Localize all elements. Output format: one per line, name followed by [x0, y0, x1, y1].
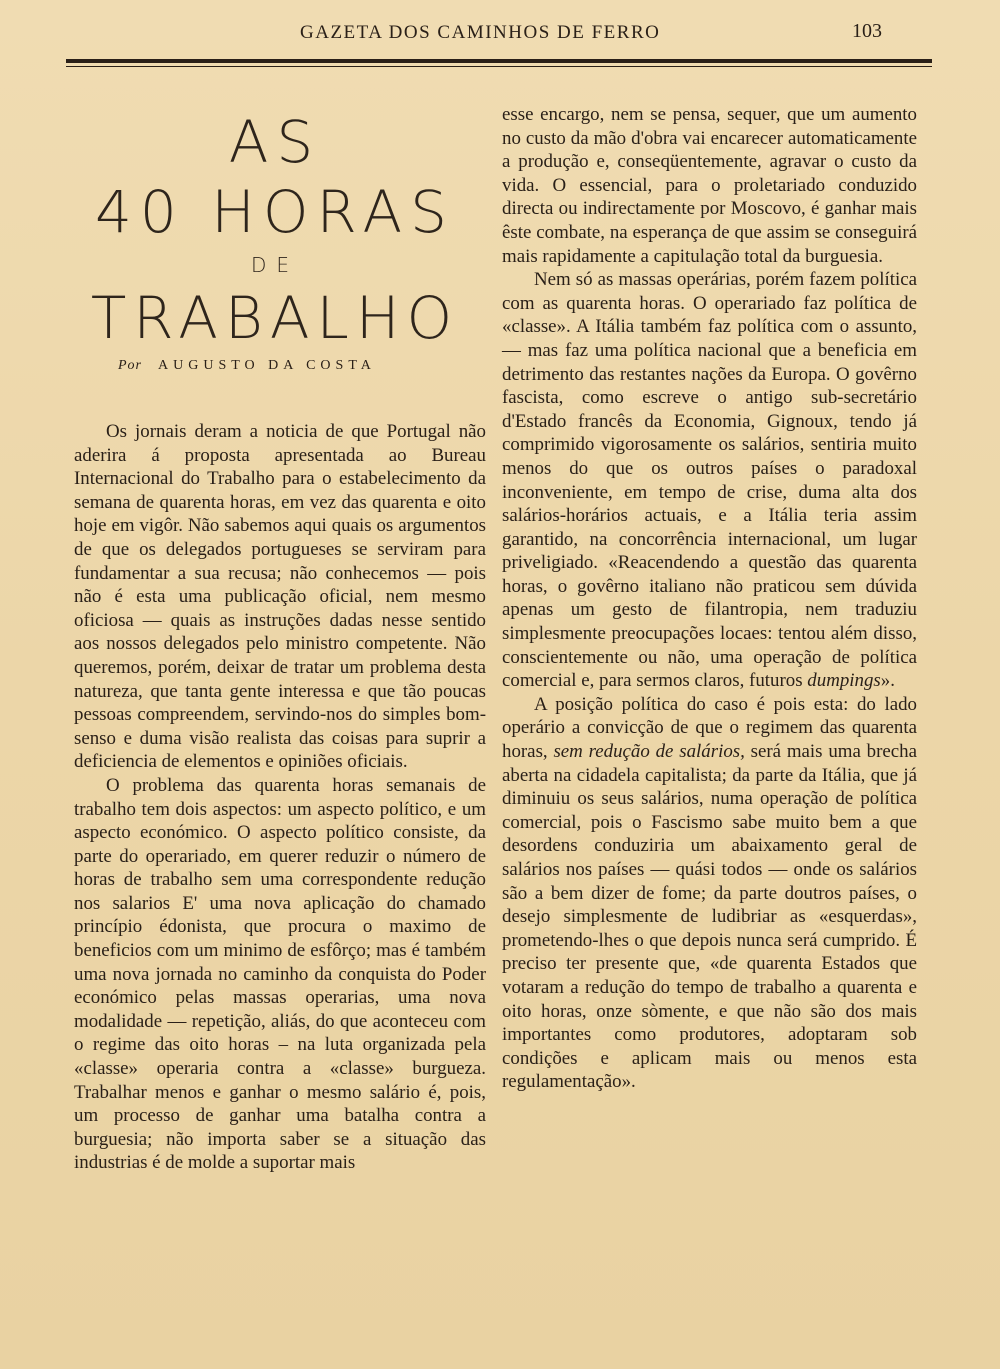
paragraph-text: Nem só as massas operárias, porém fazem política com as quarenta horas. O operariado faz política de «classe». A Itália também faz política com o assunto, — mas faz uma política nacional que a beneficia em detrimento das restantes nações da Europa. O govêrno fascista, como escreve o antigo sub-secretário d'Estado francês da Economia, Gignoux, tendo já comprimido vigorosamente os salários, sentiria muito menos do que os outros países o paradoxal inconveniente, em tempo de crise, duma alta dos salários-horários actuais, e a Itália teria assim garantido, na concorrência internacional, um lugar priveligiado. «Reacendendo a questão das quarenta horas, o govêrno italiano não praticou sem dúvida apenas um gesto de filantropia, nem traduziu simplesmente preocupações locaes: tentou além disso, conscientemente ou não, uma operação de política comercial e, para sermos claros, futuros: [502, 269, 917, 692]
title-line-1: AS: [228, 108, 322, 176]
title-line-2: 40 HORAS: [95, 178, 455, 246]
paragraph: Os jornais deram a noticia de que Portugal não aderira á proposta apresentada ao Bureau Internacional do Trabalho para o estabelecimento da semana de quarenta horas, em vez das quarenta e oito hoje em vigôr. Não sabemos aqui quais os argumentos de que os delegados portugueses se serviram para fundamentar a sua recusa; não conhecemos — pois não é esta uma publicação oficial, nem mesmo oficiosa — quais as instruções dadas nesse sentido aos nossos delegados pelo ministro competente. Não queremos, porém, deixar de tratar um problema desta natureza, que tanta gente interessa e que tão poucas pessoas compreendem, servindo-nos do simples bom-senso e duma visão realista das coisas para suprir a deficiencia de elementos e opiniões oficiais.: [74, 421, 486, 773]
italic-phrase: sem redução de salários,: [553, 741, 745, 763]
paragraph: [502, 693, 917, 1094]
paragraph-text: será mais uma brecha aberta na cidadela capitalista; da parte da Itália, que já diminuiu os seus salários, numa operação de política comercial, pois o Fascismo sabe muito bem a que desordens conduziria um abaixamento geral de salários nos países — quási todos — onde os salários são a bem dizer de fome; da parte doutros países, o desejo simplesmente de ludibriar as «esquerdas», prometendo-lhes o que depois nunca será cumprido. É preciso ter presente que, «de quarenta Estados que votaram a redução do tempo de trabalho a quarenta e oito horas, onze sòmente, e que não são dos mais importantes como produtores, adoptaram sob condições e aplicam mais ou menos esta regulamentação».: [502, 741, 917, 1093]
right-column: [502, 103, 917, 1094]
running-title: GAZETA DOS CAMINHOS DE FERRO: [300, 22, 661, 43]
left-column: [74, 420, 486, 1175]
italic-term: dumpings: [807, 670, 881, 692]
paragraph: [502, 268, 917, 693]
title-line-4: TRABALHO: [90, 284, 460, 352]
author-name: AUGUSTO DA COSTA: [158, 358, 376, 373]
byline: [118, 358, 376, 374]
paragraph: O problema das quarenta horas semanais de trabalho tem dois aspectos: um aspecto político, e um aspecto económico. O aspecto político consiste, da parte do operariado, em querer reduzir o número de horas de trabalho sem uma correspondente redução nos salarios E' uma nova aplicação do chamado princípio édonista, que procura o maximo de beneficios com um minimo de esfôrço; mas é também uma nova jornada no caminho da conquista do Poder económico pelas massas operarias, uma nova modalidade — repetição, aliás, do que aconteceu com o regime das oito horas – na luta organizada pela «classe» operaria contra a «classe» burgueza. Trabalhar menos e ganhar o mesmo salário é, pois, um processo de ganhar uma batalha contra a burguesia; não importa saber se a situação das industrias é de molde a suportar mais: [74, 774, 486, 1174]
page-number: 103: [852, 20, 882, 42]
header-rule-thick: [66, 59, 932, 63]
article-title: [60, 95, 490, 352]
paragraph-text: A posição política do caso é pois esta: do lado operário a convicção de que o regimem das quarenta horas,: [502, 693, 917, 763]
header-rule-thin: [66, 66, 932, 67]
paragraph: esse encargo, nem se pensa, sequer, que um aumento no custo da mão d'obra vai encarecer automaticamente a produção e, conseqüentemente, agravar o custo da vida. O essencial, para o proletariado conduzido directa ou indirectamente por Moscovo, é ganhar mais êste combate, na esperança de que assim se conseguirá mais rapidamente a capitulação total da burguesia.: [502, 104, 917, 267]
paragraph-end: ».: [880, 670, 895, 692]
byline-prefix: Por: [118, 358, 142, 373]
title-line-3: DE: [250, 253, 300, 277]
